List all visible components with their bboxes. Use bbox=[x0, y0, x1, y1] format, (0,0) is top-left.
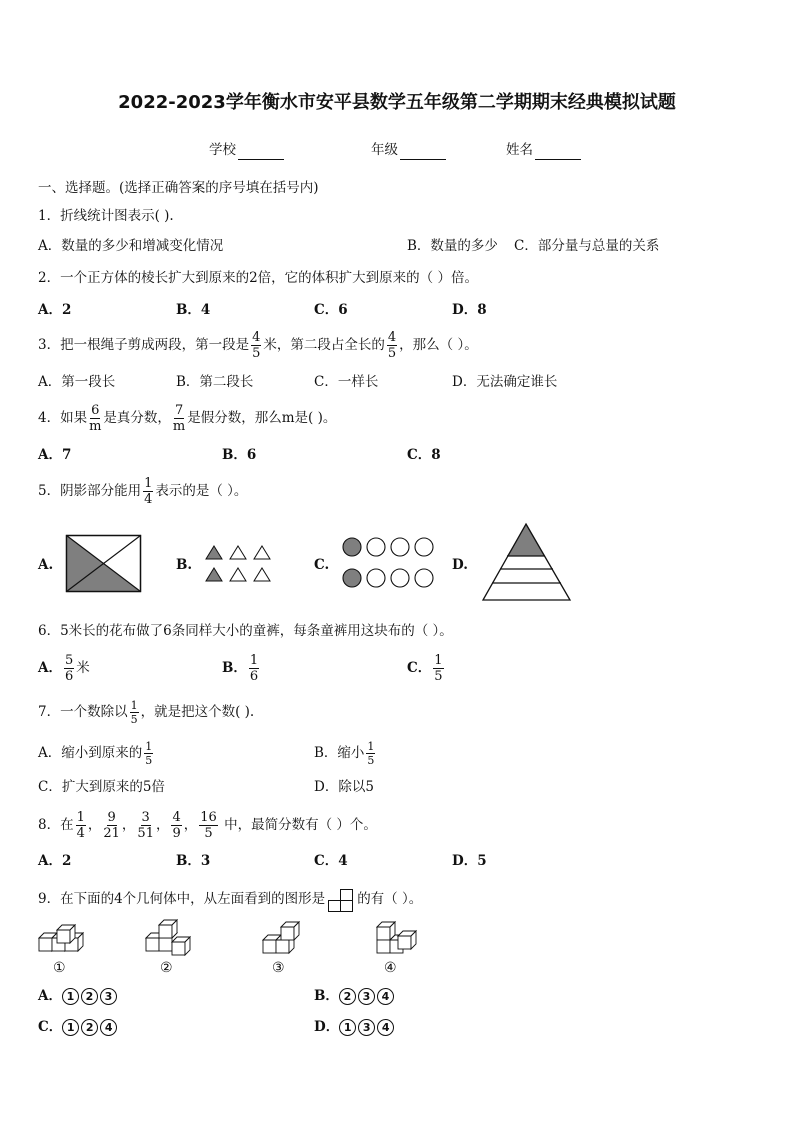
q3-option-c[interactable]: C．一样长 bbox=[314, 374, 379, 390]
q8-f1-denominator: 4 bbox=[76, 826, 85, 841]
q8-option-a[interactable]: A．2 bbox=[38, 853, 72, 869]
q5-option-b[interactable]: B. bbox=[176, 557, 193, 573]
q9-a-c3: 3 bbox=[100, 988, 117, 1005]
q9-a-c1: 1 bbox=[62, 988, 79, 1005]
q1-stem: 1．折线统计图表示( ). bbox=[38, 208, 174, 224]
q3-f1-numerator: 4 bbox=[252, 330, 261, 345]
q6-option-b[interactable] bbox=[222, 651, 261, 685]
q4-text-1: 4．如果 bbox=[38, 410, 88, 426]
q7-option-c[interactable]: C．扩大到原来的5倍 bbox=[38, 779, 165, 795]
q3-fraction-1 bbox=[251, 331, 261, 360]
q9-b-c1: 2 bbox=[339, 988, 356, 1005]
q6-option-a[interactable] bbox=[38, 651, 90, 685]
q9-label-3: ③ bbox=[272, 960, 285, 976]
q7-b-denominator: 5 bbox=[367, 754, 375, 767]
q4-stem bbox=[38, 403, 336, 433]
q3-text-3: ，那么（ ）。 bbox=[399, 337, 478, 353]
q7-denominator: 5 bbox=[130, 713, 138, 726]
school-label: 学校 bbox=[209, 142, 236, 158]
q8-f5-numerator: 16 bbox=[200, 810, 217, 825]
q3-f2-numerator: 4 bbox=[387, 330, 397, 345]
q9-stem bbox=[38, 886, 422, 912]
q9-c-c2: 2 bbox=[81, 1019, 98, 1036]
q4-f1-denominator: m bbox=[89, 419, 102, 434]
q7-a-denominator: 5 bbox=[145, 754, 153, 767]
q8-text-2: 中，最简分数有（ ）个。 bbox=[224, 817, 377, 833]
q8-fraction-4 bbox=[171, 811, 181, 840]
q7-option-a[interactable] bbox=[38, 739, 155, 767]
q3-option-d[interactable]: D．无法确定谁长 bbox=[452, 374, 558, 390]
q6-b-fraction bbox=[249, 654, 259, 683]
q9-d-c2: 3 bbox=[358, 1019, 375, 1036]
q6-a-fraction bbox=[64, 654, 74, 683]
q6-c-numerator: 1 bbox=[434, 653, 443, 668]
q9-text-1: 9．在下面的4个几何体中，从左面看到的图形是 bbox=[38, 891, 326, 907]
q4-f1-numerator: 6 bbox=[91, 403, 100, 418]
q9-label-2: ② bbox=[160, 960, 173, 976]
q8-sep: ， bbox=[155, 817, 170, 833]
q9-c-c1: 1 bbox=[62, 1019, 79, 1036]
q7-a-text: A．缩小到原来的 bbox=[38, 745, 143, 761]
q3-fraction-2 bbox=[387, 331, 397, 360]
q8-text-1: 8．在 bbox=[38, 817, 74, 833]
school-blank[interactable] bbox=[238, 145, 284, 160]
q5-denominator: 4 bbox=[144, 492, 153, 507]
q3-text-2: 米，第二段占全长的 bbox=[263, 337, 385, 353]
q3-text-1: 3．把一根绳子剪成两段，第一段是 bbox=[38, 337, 250, 353]
q6-c-denominator: 5 bbox=[434, 669, 443, 684]
q8-f3-denominator: 51 bbox=[137, 826, 154, 841]
q2-option-a[interactable]: A．2 bbox=[38, 302, 72, 318]
q3-f2-denominator: 5 bbox=[387, 346, 397, 361]
q6-option-c[interactable] bbox=[407, 651, 446, 685]
q5-figure-d-pyramid bbox=[482, 523, 572, 603]
name-label: 姓名 bbox=[506, 142, 533, 158]
q8-sep: ， bbox=[87, 817, 102, 833]
q4-fraction-2 bbox=[173, 404, 185, 433]
q9-solid-1 bbox=[38, 924, 86, 958]
name-blank[interactable] bbox=[535, 145, 581, 160]
q7-stem bbox=[38, 698, 254, 726]
q8-f2-denominator: 21 bbox=[103, 826, 120, 841]
q9-solid-4 bbox=[376, 922, 424, 958]
q7-b-numerator: 1 bbox=[367, 740, 375, 753]
q8-fraction-2 bbox=[103, 811, 120, 840]
q7-text-1: 7．一个数除以 bbox=[38, 704, 128, 720]
section-heading: 一、选择题。(选择正确答案的序号填在括号内) bbox=[38, 180, 319, 196]
q9-label-1: ① bbox=[53, 960, 66, 976]
q2-option-c[interactable]: C．6 bbox=[314, 302, 348, 318]
q9-option-c[interactable] bbox=[38, 1017, 119, 1037]
q9-solid-2 bbox=[145, 920, 193, 958]
q5-fraction bbox=[143, 477, 153, 506]
grade-label: 年级 bbox=[371, 142, 398, 158]
q3-option-b[interactable]: B．第二段长 bbox=[176, 374, 254, 390]
q3-option-a[interactable]: A．第一段长 bbox=[38, 374, 116, 390]
q5-figure-a-rectangle bbox=[66, 535, 142, 593]
grade-field[interactable] bbox=[371, 140, 446, 160]
q5-option-a[interactable]: A. bbox=[38, 557, 54, 573]
grade-blank[interactable] bbox=[400, 145, 446, 160]
q4-option-a[interactable]: A．7 bbox=[38, 447, 72, 463]
q8-f1-numerator: 1 bbox=[76, 810, 85, 825]
q8-sep: ， bbox=[183, 817, 198, 833]
q7-fraction bbox=[130, 700, 139, 725]
q1-option-c[interactable]: C．部分量与总量的关系 bbox=[514, 238, 660, 254]
q5-option-d[interactable]: D. bbox=[452, 557, 468, 573]
page-title: 2022-2023学年衡水市安平县数学五年级第二学期期末经典模拟试题 bbox=[118, 92, 676, 113]
q9-option-d[interactable] bbox=[314, 1017, 396, 1037]
q4-f2-numerator: 7 bbox=[174, 403, 184, 418]
q5-option-c[interactable]: C. bbox=[314, 557, 330, 573]
q4-fraction-1 bbox=[89, 404, 101, 433]
q8-f4-numerator: 4 bbox=[172, 810, 181, 825]
q4-text-3: 是假分数，那么m是( )。 bbox=[187, 410, 337, 426]
q1-option-a[interactable]: A．数量的多少和增减变化情况 bbox=[38, 238, 224, 254]
q5-text-1: 5．阴影部分能用 bbox=[38, 483, 142, 499]
q2-option-b[interactable]: B．4 bbox=[176, 302, 211, 318]
q8-fraction-1 bbox=[76, 811, 86, 840]
q8-fraction-3 bbox=[137, 811, 154, 840]
q5-figure-b-triangles bbox=[205, 543, 271, 585]
q9-d-prefix: D． bbox=[314, 1019, 340, 1035]
q5-numerator: 1 bbox=[144, 476, 153, 491]
q9-a-prefix: A． bbox=[38, 988, 62, 1004]
q6-a-denominator: 6 bbox=[64, 669, 74, 684]
q9-text-2: 的有（ ）。 bbox=[357, 891, 423, 907]
q4-f2-denominator: m bbox=[172, 419, 186, 434]
q9-option-b[interactable] bbox=[314, 986, 396, 1006]
q8-f5-denominator: 5 bbox=[204, 826, 213, 841]
q2-stem: 2．一个正方体的棱长扩大到原来的2倍，它的体积扩大到原来的（ ）倍。 bbox=[38, 270, 478, 286]
q6-b-numerator: 1 bbox=[249, 653, 259, 668]
q8-f3-numerator: 3 bbox=[141, 810, 150, 825]
q6-a-label: A． bbox=[38, 660, 62, 676]
q9-d-c1: 1 bbox=[339, 1019, 356, 1036]
q1-option-b[interactable]: B．数量的多少 bbox=[407, 238, 498, 254]
q9-a-c2: 2 bbox=[81, 988, 98, 1005]
school-field[interactable] bbox=[209, 140, 284, 160]
q8-fraction-5 bbox=[199, 811, 218, 840]
q6-stem: 6．5米长的花布做了6条同样大小的童裤，每条童裤用这块布的（ ）。 bbox=[38, 623, 453, 639]
q8-stem bbox=[38, 808, 377, 842]
q5-stem bbox=[38, 476, 247, 506]
q9-option-a[interactable] bbox=[38, 986, 119, 1006]
q9-d-c3: 4 bbox=[377, 1019, 394, 1036]
left-view-icon bbox=[328, 888, 354, 912]
q6-b-denominator: 6 bbox=[249, 669, 259, 684]
q6-c-fraction bbox=[433, 654, 443, 683]
q9-c-prefix: C． bbox=[38, 1019, 63, 1035]
q7-a-fraction bbox=[144, 741, 153, 766]
q6-c-label: C． bbox=[407, 660, 432, 676]
q6-a-numerator: 5 bbox=[64, 653, 74, 668]
q9-solid-3 bbox=[262, 922, 310, 958]
q9-b-c3: 4 bbox=[377, 988, 394, 1005]
q8-sep: ， bbox=[121, 817, 136, 833]
q7-numerator: 1 bbox=[130, 699, 138, 712]
q3-stem bbox=[38, 330, 478, 360]
q7-a-numerator: 1 bbox=[145, 740, 153, 753]
q4-text-2: 是真分数， bbox=[103, 410, 171, 426]
q5-text-2: 表示的是（ ）。 bbox=[155, 483, 248, 499]
q2-option-d[interactable]: D．8 bbox=[452, 302, 487, 318]
name-field[interactable] bbox=[506, 140, 581, 160]
q9-b-c2: 3 bbox=[358, 988, 375, 1005]
q3-f1-denominator: 5 bbox=[252, 346, 261, 361]
q8-f2-numerator: 9 bbox=[107, 810, 116, 825]
q8-option-c[interactable]: C．4 bbox=[314, 853, 348, 869]
q7-text-2: ，就是把这个数( ). bbox=[140, 704, 255, 720]
q8-f4-denominator: 9 bbox=[172, 826, 181, 841]
q5-figure-c-circles bbox=[342, 537, 438, 589]
q6-b-label: B． bbox=[222, 660, 247, 676]
q7-b-fraction bbox=[366, 741, 375, 766]
q8-option-d[interactable]: D．5 bbox=[452, 853, 487, 869]
q9-c-c3: 4 bbox=[100, 1019, 117, 1036]
q4-option-b[interactable]: B．6 bbox=[222, 447, 257, 463]
q7-b-text: B．缩小 bbox=[314, 745, 365, 761]
q7-option-d[interactable]: D．除以5 bbox=[314, 779, 374, 795]
q9-b-prefix: B． bbox=[314, 988, 339, 1004]
q8-option-b[interactable]: B．3 bbox=[176, 853, 211, 869]
q7-option-b[interactable] bbox=[314, 739, 377, 767]
q4-option-c[interactable]: C．8 bbox=[407, 447, 441, 463]
q9-label-4: ④ bbox=[384, 960, 397, 976]
q6-a-unit: 米 bbox=[76, 660, 90, 676]
